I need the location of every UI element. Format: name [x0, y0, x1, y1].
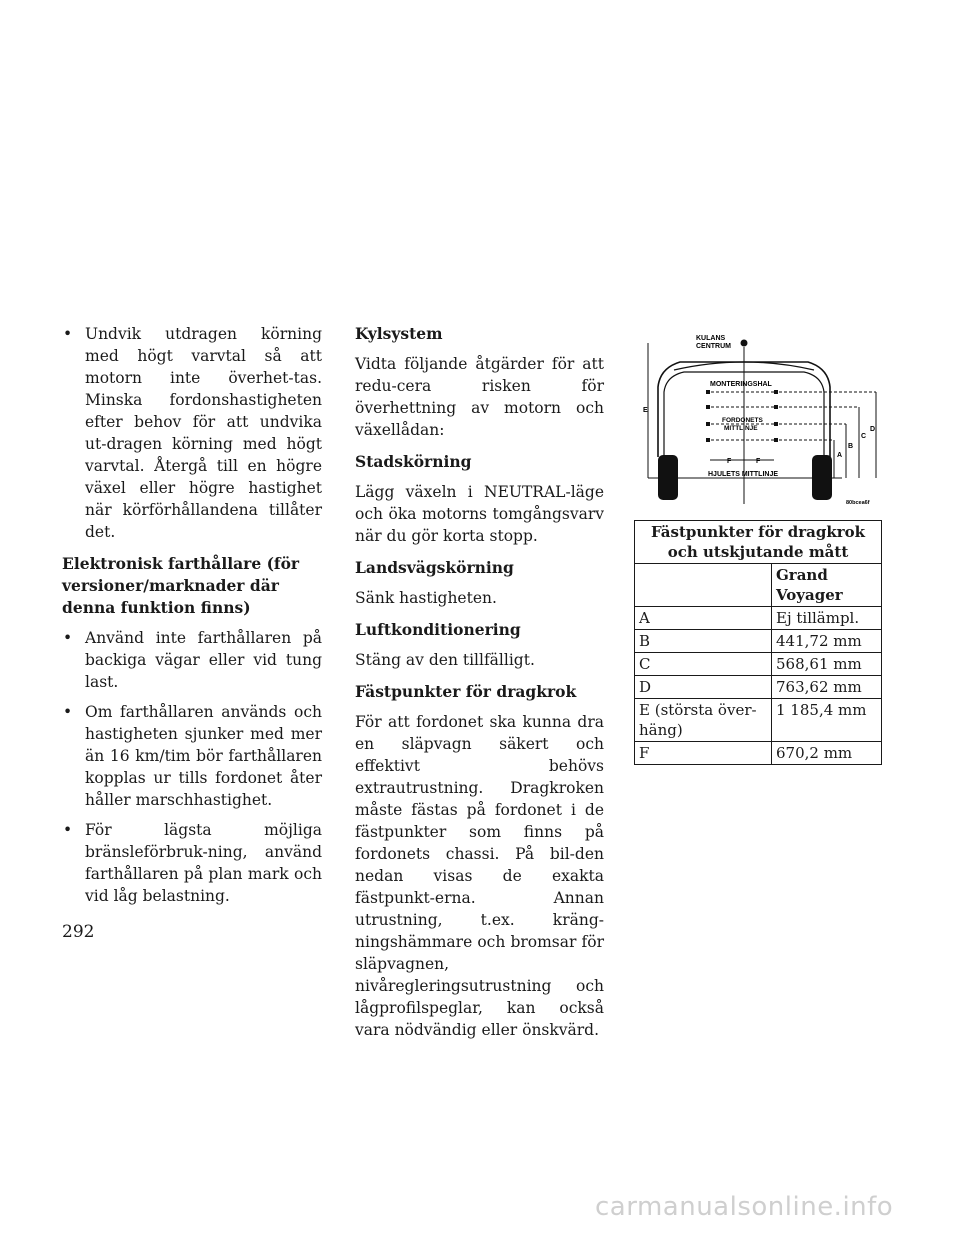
- diagram-label-monteringshal: MONTERINGSHAL: [710, 381, 772, 388]
- mounting-hole-markers: [706, 390, 778, 442]
- section-heading-city: Stadskörning: [355, 452, 472, 471]
- diagram-label-mittlinje: MITTLINJE: [724, 425, 758, 432]
- bullet-text: För lägsta möjliga bränsleförbruk-ning, använd farthållaren på plan mark och vid låg belastning.: [85, 821, 322, 905]
- table-column-header: Grand Voyager: [772, 564, 882, 607]
- list-item: [62, 819, 322, 907]
- list-item: [62, 323, 322, 543]
- diagram-label-b: B: [848, 443, 854, 450]
- table-row: [635, 630, 882, 653]
- bullet-text: Använd inte farthållaren på backiga vägar eller vid tung last.: [85, 629, 322, 691]
- bullet-icon: •: [63, 325, 73, 343]
- bullet-text: Om farthållaren används och hastigheten sjunker med mer än 16 km/tim bör farthållaren kopplas ur tills fordonet åter håller marschhastighet.: [85, 703, 322, 809]
- table-row: [635, 742, 882, 765]
- bullet-icon: •: [63, 629, 73, 647]
- section-heading-hitch: Fästpunkter för dragkrok: [355, 682, 577, 701]
- body-text: Lägg växeln i NEUTRAL-läge och öka motorns tomgångsvarv när du gör korta stopp.: [355, 483, 604, 545]
- diagram-label-c: C: [861, 433, 867, 440]
- table-cell-label: C: [635, 653, 772, 676]
- diagram-label-a: A: [837, 452, 843, 459]
- diagram-code: 80bcea6f: [846, 500, 870, 506]
- bullet-icon: •: [63, 703, 73, 721]
- diagram-label-centrum: CENTRUM: [696, 343, 731, 350]
- table-cell-label: A: [635, 607, 772, 630]
- table-caption: Fästpunkter för dragkrok och utskjutande mått: [635, 521, 882, 564]
- right-column: [634, 332, 882, 765]
- watermark: carmanualsonline.info: [595, 1192, 894, 1222]
- middle-column: [355, 323, 604, 1049]
- hitch-diagram: [634, 332, 882, 507]
- table-cell-value: 441,72 mm: [772, 630, 882, 653]
- table-cell-value: 763,62 mm: [772, 676, 882, 699]
- table-cell-value: 1 185,4 mm: [772, 699, 882, 742]
- body-text: För att fordonet ska kunna dra en släpvagn säkert och effektivt behövs extrautrustning. Dragkroken måste fästas på fordonet i de fästpunkter som finns på fordonets chassi. På bil-den nedan visas de exakta fästpunkt-erna. Annan utrustning, t.ex. kräng-ningshämmare och bromsar för släpvagnen, nivåregleringsutrustning och lågprofilspeglar, kan också vara nödvändig eller önskvärd.: [355, 713, 604, 1039]
- table-row: [635, 653, 882, 676]
- table-row: [635, 607, 882, 630]
- table-cell-value: 670,2 mm: [772, 742, 882, 765]
- left-column: [62, 323, 322, 915]
- table-cell-label: D: [635, 676, 772, 699]
- bullet-icon: •: [63, 821, 73, 839]
- diagram-label-hjulets: HJULETS MITTLINJE: [708, 471, 779, 478]
- diagram-label-kulans: KULANS: [696, 335, 726, 342]
- bullet-text: Undvik utdragen körning med högt varvtal så att motorn inte överhet-tas. Minska fordonshastigheten efter behov för att undvika ut-dragen körning med högt varvtal. Återgå till en högre växel eller högre hastighet när körförhållandena tillåter det.: [85, 325, 322, 541]
- section-heading-highway: Landsvägskörning: [355, 558, 514, 577]
- section-heading-cruise-control: Elektronisk farthållare (för versioner/marknader där denna funktion finns): [62, 554, 300, 617]
- list-item: [62, 701, 322, 811]
- diagram-label-d: D: [870, 426, 876, 433]
- diagram-label-fordonets: FORDONETS: [722, 417, 763, 424]
- table-cell-label: E (största över-häng): [635, 699, 772, 742]
- diagram-label-f-left: F: [727, 458, 732, 465]
- table-row: [635, 676, 882, 699]
- table-cell-label: F: [635, 742, 772, 765]
- table-cell-value: 568,61 mm: [772, 653, 882, 676]
- body-text: Sänk hastigheten.: [355, 589, 497, 607]
- body-text: Vidta följande åtgärder för att redu-cera risken för överhettning av motorn och växellådan:: [355, 355, 604, 439]
- table-row: [635, 699, 882, 742]
- diagram-label-e: E: [643, 407, 648, 414]
- hitch-dimensions-table: [634, 520, 882, 765]
- list-item: [62, 627, 322, 693]
- diagram-label-f-right: F: [756, 458, 761, 465]
- page-number: 292: [62, 922, 95, 942]
- mounting-hole-lines: [706, 392, 876, 440]
- dimension-lines-right: [834, 392, 876, 478]
- ball-center-marker: [741, 340, 748, 347]
- body-text: Stäng av den tillfälligt.: [355, 651, 535, 669]
- table-header-empty: [635, 564, 772, 607]
- table-cell-label: B: [635, 630, 772, 653]
- section-heading-ac: Luftkonditionering: [355, 620, 521, 639]
- table-cell-value: Ej tillämpl.: [772, 607, 882, 630]
- section-heading-cooling: Kylsystem: [355, 324, 443, 343]
